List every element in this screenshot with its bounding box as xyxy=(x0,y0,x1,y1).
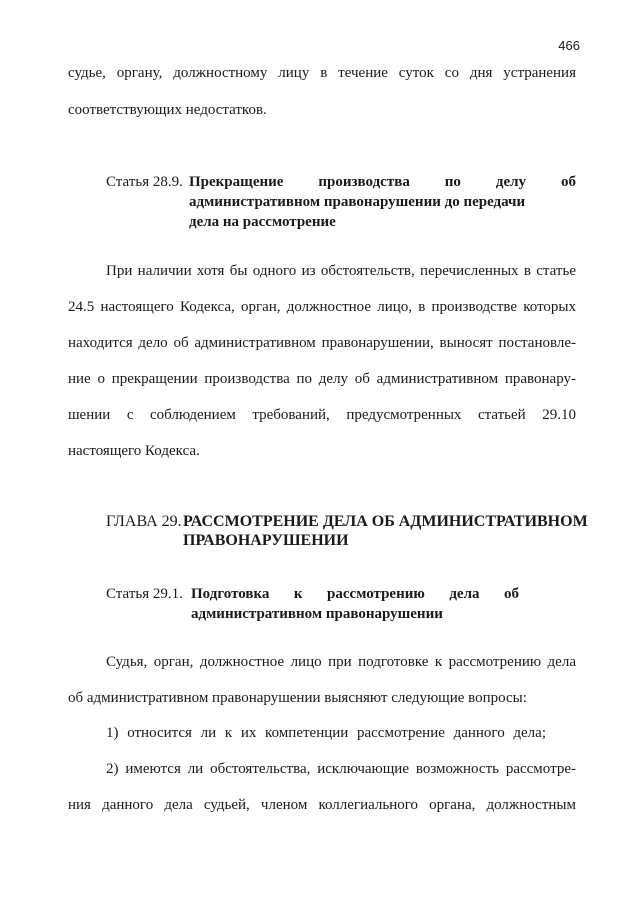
page-number: 466 xyxy=(558,38,580,53)
article-28-9-body-line-4: ние о прекращении производства по делу об административном правонару- xyxy=(68,371,576,387)
chapter-29-title-line-1: РАССМОТРЕНИЕ ДЕЛА ОБ АДМИНИСТРАТИВНОМ xyxy=(183,513,588,530)
chapter-29-label: ГЛАВА 29. xyxy=(106,513,182,530)
article-28-9-title-line-3: дела на рассмотрение xyxy=(189,214,336,230)
article-28-9-title-line-2: административном правонарушении до передачи xyxy=(189,194,526,210)
article-28-9-body-line-1: При наличии хотя бы одного из обстоятельств, перечисленных в статье xyxy=(106,263,576,279)
article-29-1-title-line-1: Подготовка к рассмотрению дела об xyxy=(191,586,519,602)
article-29-1-body-line-1: Судья, орган, должностное лицо при подготовке к рассмотрению дела xyxy=(106,654,576,670)
article-28-9-body-line-6: настоящего Кодекса. xyxy=(68,443,200,459)
article-29-1-label: Статья 29.1. xyxy=(106,586,183,602)
article-28-9-body-line-3: находится дело об административном правонарушении, выносят постановле- xyxy=(68,335,576,351)
article-28-9-title-line-1: Прекращение производства по делу об xyxy=(189,174,576,190)
article-29-1-item-2-cont: ния данного дела судьей, членом коллегиального органа, должностным xyxy=(68,797,576,813)
intro-line-2: соответствующих недостатков. xyxy=(68,102,267,118)
article-28-9-body-line-2: 24.5 настоящего Кодекса, орган, должностное лицо, в производстве которых xyxy=(68,299,576,315)
article-29-1-body-line-2: об административном правонарушении выясняют следующие вопросы: xyxy=(68,690,527,706)
article-28-9-body-line-5: шении с соблюдением требований, предусмотренных статьей 29.10 xyxy=(68,407,576,423)
intro-line-1: судье, органу, должностному лицу в течение суток со дня устранения xyxy=(68,65,576,81)
article-28-9-heading xyxy=(106,173,183,191)
article-29-1-item-1: 1) относится ли к их компетенции рассмотрение данного дела; xyxy=(106,725,546,741)
chapter-29-title-line-2: ПРАВОНАРУШЕНИИ xyxy=(183,532,349,549)
article-29-1-item-2: 2) имеются ли обстоятельства, исключающие возможность рассмотре- xyxy=(106,761,576,777)
article-29-1-title-line-2: административном правонарушении xyxy=(191,606,443,622)
article-28-9-label: Статья 28.9. xyxy=(106,174,183,190)
